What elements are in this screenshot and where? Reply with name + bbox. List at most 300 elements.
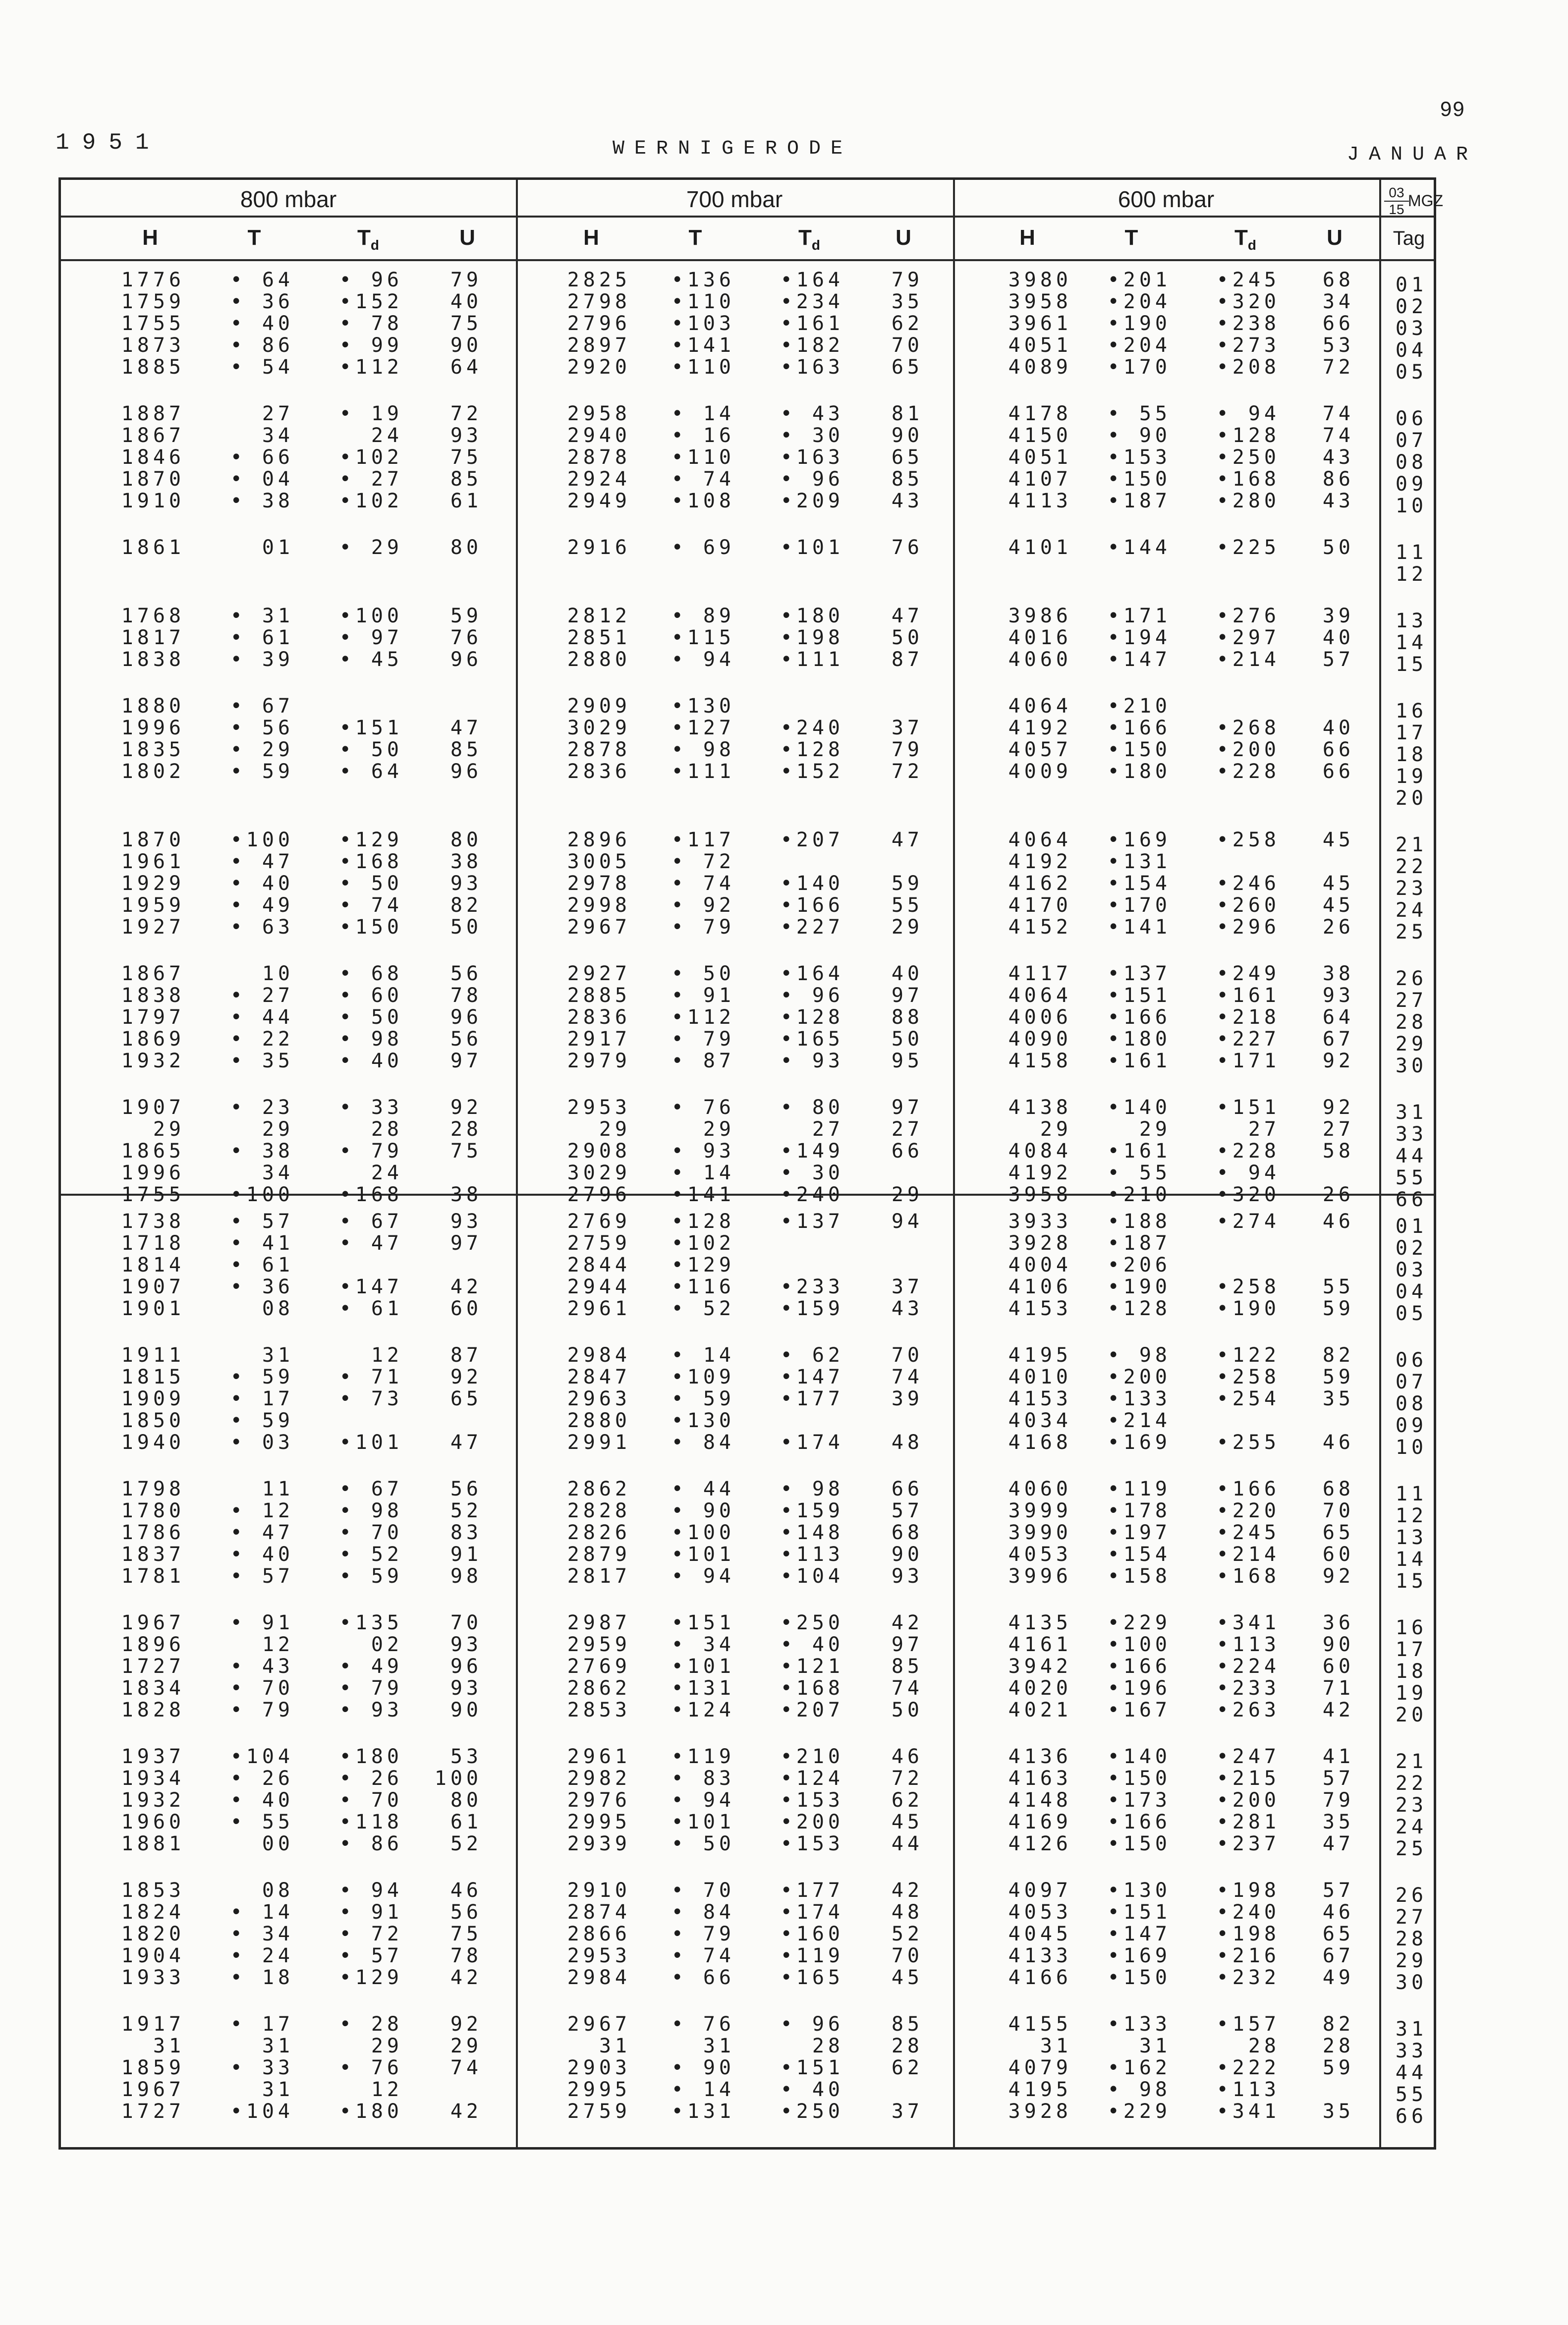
day-label: 09 xyxy=(1395,473,1428,496)
table-cell: 59 xyxy=(891,872,923,895)
table-cell: 85 xyxy=(450,738,482,761)
table-cell: •109 xyxy=(671,1366,735,1388)
table-cell: 47 xyxy=(891,829,923,851)
table-cell: 57 xyxy=(891,1499,923,1522)
table-cell: 3928 xyxy=(1008,2100,1072,2123)
table-cell: •168 xyxy=(780,1677,844,1700)
table-cell: • 91 xyxy=(339,1901,403,1924)
table-cell: • 57 xyxy=(339,1944,403,1967)
table-cell: • 44 xyxy=(671,1478,735,1500)
table-cell: •250 xyxy=(780,2100,844,2123)
table-cell: 4192 xyxy=(1008,1162,1072,1184)
table-cell: 90 xyxy=(450,1699,482,1721)
table-cell: 2979 xyxy=(567,1050,631,1072)
table-cell: 37 xyxy=(891,2100,923,2123)
day-label: 33 xyxy=(1395,1123,1428,1146)
table-cell: 97 xyxy=(891,984,923,1007)
table-cell: 12 xyxy=(371,1344,403,1367)
column-header-u: U xyxy=(459,225,475,250)
table-cell: 59 xyxy=(450,605,482,627)
table-cell: 4162 xyxy=(1008,872,1072,895)
table-cell: 97 xyxy=(450,1050,482,1072)
table-cell: • 98 xyxy=(1107,2078,1171,2101)
table-cell: •182 xyxy=(780,334,844,357)
table-cell: •100 xyxy=(230,1183,294,1206)
table-cell: •150 xyxy=(1107,1767,1171,1790)
table-cell: •214 xyxy=(1216,648,1280,671)
station-name: WERNIGERODE xyxy=(613,138,853,160)
table-cell: • 93 xyxy=(671,1140,735,1162)
table-cell: 70 xyxy=(891,1344,923,1367)
table-cell: 2874 xyxy=(567,1901,631,1924)
table-cell: •258 xyxy=(1216,1275,1280,1298)
table-cell: 67 xyxy=(1322,1028,1354,1051)
table-cell: • 98 xyxy=(339,1499,403,1522)
table-cell: 4150 xyxy=(1008,424,1072,447)
table-cell: •137 xyxy=(1107,962,1171,985)
subheader-divider xyxy=(61,259,1434,261)
table-cell: •124 xyxy=(780,1767,844,1790)
table-cell: • 84 xyxy=(671,1431,735,1454)
table-cell: •178 xyxy=(1107,1499,1171,1522)
table-cell: •153 xyxy=(780,1832,844,1855)
table-cell: •166 xyxy=(1107,1811,1171,1833)
table-cell: 44 xyxy=(891,1832,923,1855)
table-cell: 12 xyxy=(371,2078,403,2101)
table-cell: 75 xyxy=(450,446,482,469)
table-cell: • 98 xyxy=(1107,1344,1171,1367)
table-cell: •255 xyxy=(1216,1431,1280,1454)
table-cell: •104 xyxy=(780,1565,844,1588)
table-cell: • 59 xyxy=(671,1387,735,1410)
table-cell: •151 xyxy=(671,1611,735,1634)
day-label: 01 xyxy=(1395,274,1428,296)
table-cell: •135 xyxy=(339,1611,403,1634)
table-cell: •161 xyxy=(780,312,844,335)
table-cell: • 50 xyxy=(671,1832,735,1855)
table-cell: •204 xyxy=(1107,334,1171,357)
table-cell: 42 xyxy=(1322,1699,1354,1721)
table-cell: 1738 xyxy=(121,1210,185,1233)
table-cell: •245 xyxy=(1216,269,1280,291)
table-cell: • 79 xyxy=(671,916,735,939)
table-cell: 2878 xyxy=(567,738,631,761)
table-cell: •130 xyxy=(1107,1879,1171,1902)
table-cell: 2995 xyxy=(567,2078,631,2101)
table-cell: •113 xyxy=(1216,2078,1280,2101)
table-cell: 46 xyxy=(1322,1210,1354,1233)
table-cell: •210 xyxy=(780,1745,844,1768)
day-label: 12 xyxy=(1395,563,1428,586)
table-cell: 1881 xyxy=(121,1832,185,1855)
table-cell: 50 xyxy=(891,1699,923,1721)
table-cell: 4016 xyxy=(1008,626,1072,649)
table-cell: 26 xyxy=(1322,916,1354,939)
table-cell: •210 xyxy=(1107,695,1171,718)
table-cell: •180 xyxy=(1107,760,1171,783)
table-cell: • 19 xyxy=(339,402,403,425)
table-cell: •250 xyxy=(1216,446,1280,469)
table-cell: •150 xyxy=(1107,738,1171,761)
table-cell: 66 xyxy=(1322,738,1354,761)
table-cell: •320 xyxy=(1216,1183,1280,1206)
table-cell: 45 xyxy=(1322,872,1354,895)
table-cell: • 40 xyxy=(230,1789,294,1812)
table-cell: 1870 xyxy=(121,468,185,491)
table-cell: 1815 xyxy=(121,1366,185,1388)
table-cell: •247 xyxy=(1216,1745,1280,1768)
table-cell: •276 xyxy=(1216,605,1280,627)
table-cell: 93 xyxy=(450,1677,482,1700)
table-cell: 4133 xyxy=(1008,1944,1072,1967)
table-cell: 4020 xyxy=(1008,1677,1072,1700)
table-cell: • 52 xyxy=(671,1297,735,1320)
table-cell: •152 xyxy=(339,290,403,313)
day-label: 30 xyxy=(1395,1971,1428,1994)
table-cell: • 14 xyxy=(671,1344,735,1367)
table-cell: •201 xyxy=(1107,269,1171,291)
table-cell: 2853 xyxy=(567,1699,631,1721)
table-cell: 1727 xyxy=(121,2100,185,2123)
table-cell: 27 xyxy=(1248,1118,1280,1141)
table-cell: • 30 xyxy=(780,1162,844,1184)
table-cell: • 74 xyxy=(671,468,735,491)
table-cell: • 67 xyxy=(339,1478,403,1500)
table-cell: 47 xyxy=(1322,1832,1354,1855)
table-cell: 1817 xyxy=(121,626,185,649)
table-cell: 2878 xyxy=(567,446,631,469)
table-cell: • 63 xyxy=(230,916,294,939)
table-cell: •168 xyxy=(339,1183,403,1206)
table-cell: 29 xyxy=(450,2035,482,2057)
table-cell: 1932 xyxy=(121,1050,185,1072)
table-cell: • 78 xyxy=(339,312,403,335)
table-cell: • 17 xyxy=(230,1387,294,1410)
table-cell: 2978 xyxy=(567,872,631,895)
table-cell: 1961 xyxy=(121,850,185,873)
table-cell: 4136 xyxy=(1008,1745,1072,1768)
table-cell: • 59 xyxy=(230,1409,294,1432)
table-cell: •151 xyxy=(780,2056,844,2079)
table-cell: • 69 xyxy=(671,536,735,559)
table-cell: 1853 xyxy=(121,1879,185,1902)
table-cell: • 62 xyxy=(780,1344,844,1367)
table-cell: 4169 xyxy=(1008,1811,1072,1833)
table-cell: 28 xyxy=(1322,2035,1354,2057)
table-cell: 40 xyxy=(891,962,923,985)
table-cell: 61 xyxy=(450,1811,482,1833)
table-cell: • 12 xyxy=(230,1499,294,1522)
day-label: 05 xyxy=(1395,1302,1428,1325)
table-cell: 92 xyxy=(450,1366,482,1388)
table-cell: 45 xyxy=(891,1811,923,1833)
table-cell: •104 xyxy=(230,2100,294,2123)
day-label: 13 xyxy=(1395,609,1428,632)
table-cell: •104 xyxy=(230,1745,294,1768)
table-cell: •161 xyxy=(1107,1140,1171,1162)
table-cell: 2963 xyxy=(567,1387,631,1410)
table-cell: • 98 xyxy=(780,1478,844,1500)
table-cell: 37 xyxy=(891,717,923,739)
table-cell: •111 xyxy=(671,760,735,783)
table-cell: 2949 xyxy=(567,490,631,512)
table-cell: 2991 xyxy=(567,1431,631,1454)
table-cell: • 40 xyxy=(230,312,294,335)
table-cell: 90 xyxy=(891,424,923,447)
day-label: 11 xyxy=(1395,541,1428,564)
table-cell: 98 xyxy=(450,1565,482,1588)
table-cell: 74 xyxy=(450,2056,482,2079)
table-cell: 1786 xyxy=(121,1521,185,1544)
table-cell: 66 xyxy=(891,1478,923,1500)
table-cell: 29 xyxy=(371,2035,403,2057)
table-cell: • 29 xyxy=(230,738,294,761)
table-cell: 1835 xyxy=(121,738,185,761)
table-cell: •137 xyxy=(780,1210,844,1233)
table-cell: 4045 xyxy=(1008,1923,1072,1945)
table-cell: •151 xyxy=(339,717,403,739)
table-cell: 2897 xyxy=(567,334,631,357)
table-cell: •168 xyxy=(339,850,403,873)
table-cell: •159 xyxy=(780,1499,844,1522)
table-cell: •249 xyxy=(1216,962,1280,985)
table-cell: •188 xyxy=(1107,1210,1171,1233)
table-cell: •141 xyxy=(671,334,735,357)
table-cell: 2995 xyxy=(567,1811,631,1833)
table-cell: 76 xyxy=(891,536,923,559)
column-header-td: $T_d$ xyxy=(1234,225,1256,253)
table-cell: 4021 xyxy=(1008,1699,1072,1721)
day-label: 22 xyxy=(1395,1772,1428,1795)
table-cell: •150 xyxy=(1107,1832,1171,1855)
table-cell: •320 xyxy=(1216,290,1280,313)
table-cell: 91 xyxy=(450,1543,482,1566)
table-cell: •165 xyxy=(780,1966,844,1989)
table-cell: 50 xyxy=(891,1028,923,1051)
table-cell: 2939 xyxy=(567,1832,631,1855)
table-cell: •169 xyxy=(1107,1944,1171,1967)
table-cell: •187 xyxy=(1107,1232,1171,1255)
page-number: 99 xyxy=(1440,97,1465,120)
table-cell: • 35 xyxy=(230,1050,294,1072)
table-cell: •233 xyxy=(1216,1677,1280,1700)
table-cell: 1838 xyxy=(121,984,185,1007)
table-cell: 92 xyxy=(1322,1050,1354,1072)
table-cell: • 55 xyxy=(1107,402,1171,425)
table-cell: • 27 xyxy=(230,984,294,1007)
table-cell: • 87 xyxy=(671,1050,735,1072)
table-cell: 87 xyxy=(450,1344,482,1367)
table-cell: • 04 xyxy=(230,468,294,491)
table-cell: 00 xyxy=(262,1832,294,1855)
table-cell: 82 xyxy=(450,894,482,917)
table-cell: • 94 xyxy=(1216,402,1280,425)
day-label: 16 xyxy=(1395,700,1428,722)
day-label: 31 xyxy=(1395,2018,1428,2041)
table-cell: •150 xyxy=(339,916,403,939)
table-cell: 3942 xyxy=(1008,1655,1072,1678)
table-cell: • 47 xyxy=(230,1521,294,1544)
table-cell: 1907 xyxy=(121,1096,185,1119)
table-cell: 49 xyxy=(1322,1966,1354,1989)
table-cell: •151 xyxy=(1107,1901,1171,1924)
table-cell: •254 xyxy=(1216,1387,1280,1410)
table-cell: •133 xyxy=(1107,2013,1171,2036)
table-cell: 2862 xyxy=(567,1478,631,1500)
table-cell: 79 xyxy=(891,738,923,761)
table-cell: • 79 xyxy=(671,1028,735,1051)
table-cell: 08 xyxy=(262,1297,294,1320)
table-cell: 56 xyxy=(450,1028,482,1051)
table-cell: 1797 xyxy=(121,1006,185,1029)
table-cell: 40 xyxy=(450,290,482,313)
table-cell: •220 xyxy=(1216,1499,1280,1522)
table-cell: 97 xyxy=(891,1096,923,1119)
column-header-tag: Tag xyxy=(1393,227,1425,249)
table-cell: •180 xyxy=(339,2100,403,2123)
day-label: 29 xyxy=(1395,1033,1428,1055)
table-cell: 1869 xyxy=(121,1028,185,1051)
table-cell: 31 xyxy=(1139,2035,1171,2057)
table-cell: • 26 xyxy=(230,1767,294,1790)
table-cell: 1861 xyxy=(121,536,185,559)
pressure-level-heading: 700 mbar xyxy=(686,186,783,212)
table-cell: 4057 xyxy=(1008,738,1072,761)
column-header-td: $T_d$ xyxy=(798,225,820,253)
table-cell: 64 xyxy=(450,356,482,379)
table-cell: 82 xyxy=(1322,1344,1354,1367)
table-cell: •113 xyxy=(1216,1633,1280,1656)
day-label: 05 xyxy=(1395,361,1428,384)
table-cell: • 64 xyxy=(230,269,294,291)
table-cell: •227 xyxy=(1216,1028,1280,1051)
table-cell: •101 xyxy=(671,1811,735,1833)
table-cell: 42 xyxy=(891,1879,923,1902)
table-cell: 94 xyxy=(891,1210,923,1233)
table-cell: 4010 xyxy=(1008,1366,1072,1388)
table-cell: •224 xyxy=(1216,1655,1280,1678)
table-cell: 31 xyxy=(262,2078,294,2101)
table-cell: 1917 xyxy=(121,2013,185,2036)
table-cell: 97 xyxy=(891,1633,923,1656)
table-cell: •116 xyxy=(671,1275,735,1298)
table-cell: 28 xyxy=(812,2035,844,2057)
table-cell: 55 xyxy=(891,894,923,917)
table-cell: 2961 xyxy=(567,1297,631,1320)
table-cell: • 94 xyxy=(339,1879,403,1902)
table-cell: •250 xyxy=(780,1611,844,1634)
day-label: 14 xyxy=(1395,1548,1428,1571)
day-label: 66 xyxy=(1395,1188,1428,1211)
table-cell: • 44 xyxy=(230,1006,294,1029)
table-cell: •131 xyxy=(671,2100,735,2123)
table-cell: 93 xyxy=(450,424,482,447)
table-cell: •229 xyxy=(1107,1611,1171,1634)
table-cell: • 31 xyxy=(230,605,294,627)
day-label: 08 xyxy=(1395,451,1428,474)
table-cell: 68 xyxy=(891,1521,923,1544)
table-cell: •200 xyxy=(1107,1366,1171,1388)
month: JANUAR xyxy=(1347,144,1478,166)
table-cell: 50 xyxy=(891,626,923,649)
table-cell: 4053 xyxy=(1008,1543,1072,1566)
day-label: 20 xyxy=(1395,787,1428,810)
table-cell: •112 xyxy=(671,1006,735,1029)
table-cell: • 76 xyxy=(671,1096,735,1119)
table-cell: 29 xyxy=(1139,1118,1171,1141)
table-cell: •128 xyxy=(1216,424,1280,447)
table-cell: 01 xyxy=(262,536,294,559)
column-header-t: T xyxy=(247,225,261,250)
table-cell: 1967 xyxy=(121,2078,185,2101)
table-cell: •263 xyxy=(1216,1699,1280,1721)
table-cell: • 94 xyxy=(671,648,735,671)
table-cell: •100 xyxy=(339,605,403,627)
table-cell: • 14 xyxy=(671,402,735,425)
table-cell: • 55 xyxy=(230,1811,294,1833)
table-cell: 93 xyxy=(891,1565,923,1588)
table-cell: 70 xyxy=(450,1611,482,1634)
table-cell: 3958 xyxy=(1008,1183,1072,1206)
table-cell: 2953 xyxy=(567,1944,631,1967)
table-cell: •273 xyxy=(1216,334,1280,357)
table-cell: •147 xyxy=(1107,648,1171,671)
table-cell: •225 xyxy=(1216,536,1280,559)
day-label: 28 xyxy=(1395,1928,1428,1950)
table-cell: • 41 xyxy=(230,1232,294,1255)
table-cell: •166 xyxy=(1107,717,1171,739)
table-cell: 3005 xyxy=(567,850,631,873)
table-cell: 80 xyxy=(450,1789,482,1812)
table-cell: 4064 xyxy=(1008,984,1072,1007)
table-cell: •222 xyxy=(1216,2056,1280,2079)
day-label: 09 xyxy=(1395,1414,1428,1437)
table-cell: • 43 xyxy=(230,1655,294,1678)
table-cell: • 40 xyxy=(230,1543,294,1566)
day-label: 25 xyxy=(1395,921,1428,943)
table-cell: •141 xyxy=(1107,916,1171,939)
table-cell: 2836 xyxy=(567,1006,631,1029)
table-cell: 3999 xyxy=(1008,1499,1072,1522)
table-cell: 1837 xyxy=(121,1543,185,1566)
day-label: 44 xyxy=(1395,2061,1428,2084)
day-label: 19 xyxy=(1395,765,1428,788)
column-header-h: H xyxy=(583,225,599,250)
table-cell: 74 xyxy=(891,1677,923,1700)
table-cell: •110 xyxy=(671,356,735,379)
table-cell: • 94 xyxy=(671,1789,735,1812)
table-cell: 50 xyxy=(450,916,482,939)
table-cell: •281 xyxy=(1216,1811,1280,1833)
year: 1951 xyxy=(56,130,162,156)
table-cell: • 94 xyxy=(671,1565,735,1588)
table-cell: •200 xyxy=(1216,738,1280,761)
table-cell: • 68 xyxy=(339,962,403,985)
table-cell: • 39 xyxy=(230,648,294,671)
table-cell: 48 xyxy=(891,1901,923,1924)
table-cell: • 03 xyxy=(230,1431,294,1454)
table-cell: •140 xyxy=(1107,1745,1171,1768)
table-cell: 4113 xyxy=(1008,490,1072,512)
table-cell: • 96 xyxy=(780,984,844,1007)
table-cell: •216 xyxy=(1216,1944,1280,1967)
table-cell: 65 xyxy=(1322,1923,1354,1945)
table-cell: •245 xyxy=(1216,1521,1280,1544)
table-cell: 4168 xyxy=(1008,1431,1072,1454)
table-cell: 1802 xyxy=(121,760,185,783)
day-label: 22 xyxy=(1395,855,1428,878)
table-cell: 59 xyxy=(1322,2056,1354,2079)
